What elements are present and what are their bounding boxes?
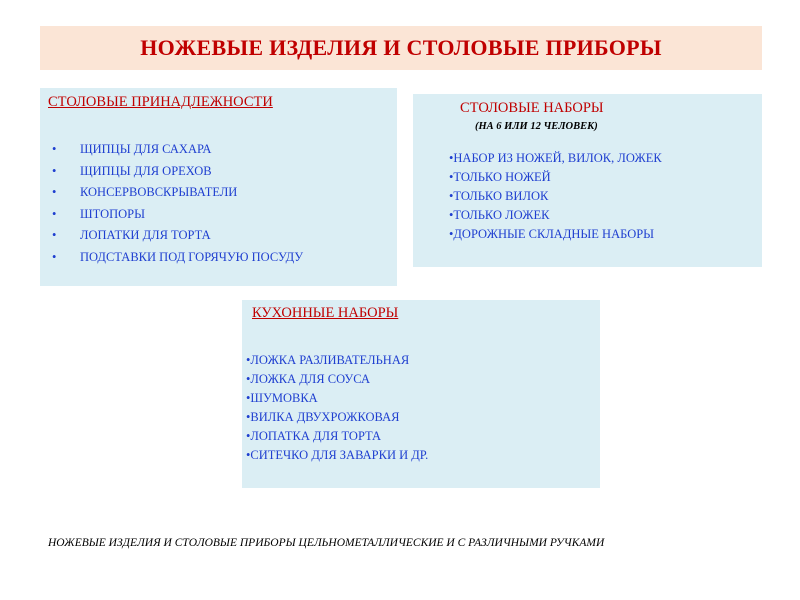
list-item: • ШТОПОРЫ xyxy=(52,206,146,221)
table-sets-heading: СТОЛОВЫЕ НАБОРЫ xyxy=(460,100,604,116)
list-item: • ЛОПАТКИ ДЛЯ ТОРТА xyxy=(52,228,211,242)
bullet-icon: • xyxy=(52,142,57,156)
list-item: •ШУМОВКА xyxy=(246,391,318,405)
bullet-icon: • xyxy=(449,189,454,203)
bullet-icon: • xyxy=(52,228,57,242)
list-item: • ЩИПЦЫ ДЛЯ САХАРА xyxy=(52,142,212,156)
bullet-icon: • xyxy=(246,372,251,386)
list-item: • КОНСЕРВОВСКРЫВАТЕЛИ xyxy=(52,185,238,199)
bullet-icon: • xyxy=(449,208,454,222)
bullet-icon: • xyxy=(52,249,57,264)
bullet-icon: • xyxy=(449,227,454,241)
table-accessories-box xyxy=(40,88,397,286)
bullet-icon: • xyxy=(52,206,57,221)
bullet-icon: • xyxy=(52,163,57,178)
page-title: НОЖЕВЫЕ ИЗДЕЛИЯ И СТОЛОВЫЕ ПРИБОРЫ xyxy=(140,35,662,60)
bullet-icon: • xyxy=(246,391,251,405)
list-item: • ЩИПЦЫ ДЛЯ ОРЕХОВ xyxy=(52,163,212,178)
list-item: •ЛОЖКА ДЛЯ СОУСА xyxy=(246,372,370,386)
bullet-icon: • xyxy=(246,353,251,367)
list-item: •ТОЛЬКО ЛОЖЕК xyxy=(449,208,550,222)
table-accessories-list xyxy=(52,142,303,271)
bullet-icon: • xyxy=(52,185,57,199)
list-item: •НАБОР ИЗ НОЖЕЙ, ВИЛОК, ЛОЖЕК xyxy=(449,151,662,165)
footer-note: НОЖЕВЫЕ ИЗДЕЛИЯ И СТОЛОВЫЕ ПРИБОРЫ ЦЕЛЬНОМЕТАЛЛИЧЕСКИЕ И С РАЗЛИЧНЫМИ РУЧКАМИ xyxy=(48,537,605,549)
table-sets-list xyxy=(449,151,662,246)
list-item: •ДОРОЖНЫЕ СКЛАДНЫЕ НАБОРЫ xyxy=(449,227,655,241)
kitchen-sets-list xyxy=(246,353,428,467)
list-item: •ТОЛЬКО ВИЛОК xyxy=(449,189,549,203)
list-item: •ВИЛКА ДВУХРОЖКОВАЯ xyxy=(246,410,400,424)
list-item: • ПОДСТАВКИ ПОД ГОРЯЧУЮ ПОСУДУ xyxy=(52,249,304,264)
kitchen-sets-heading: КУХОННЫЕ НАБОРЫ xyxy=(252,305,399,321)
bullet-icon: • xyxy=(246,429,251,443)
list-item: •ТОЛЬКО НОЖЕЙ xyxy=(449,170,551,184)
table-accessories-heading: СТОЛОВЫЕ ПРИНАДЛЕЖНОСТИ xyxy=(48,94,273,110)
list-item: •ЛОЖКА РАЗЛИВАТЕЛЬНАЯ xyxy=(246,353,410,367)
list-item: •ЛОПАТКА ДЛЯ ТОРТА xyxy=(246,429,382,443)
table-sets-box xyxy=(413,94,762,267)
bullet-icon: • xyxy=(449,151,454,165)
table-sets-subheading: (НА 6 ИЛИ 12 ЧЕЛОВЕК) xyxy=(475,121,598,132)
bullet-icon: • xyxy=(449,170,454,184)
kitchen-sets-box xyxy=(242,300,600,488)
bullet-icon: • xyxy=(246,410,251,424)
bullet-icon: • xyxy=(246,448,251,462)
title-banner xyxy=(40,26,762,70)
list-item: •СИТЕЧКО ДЛЯ ЗАВАРКИ И ДР. xyxy=(246,448,429,462)
